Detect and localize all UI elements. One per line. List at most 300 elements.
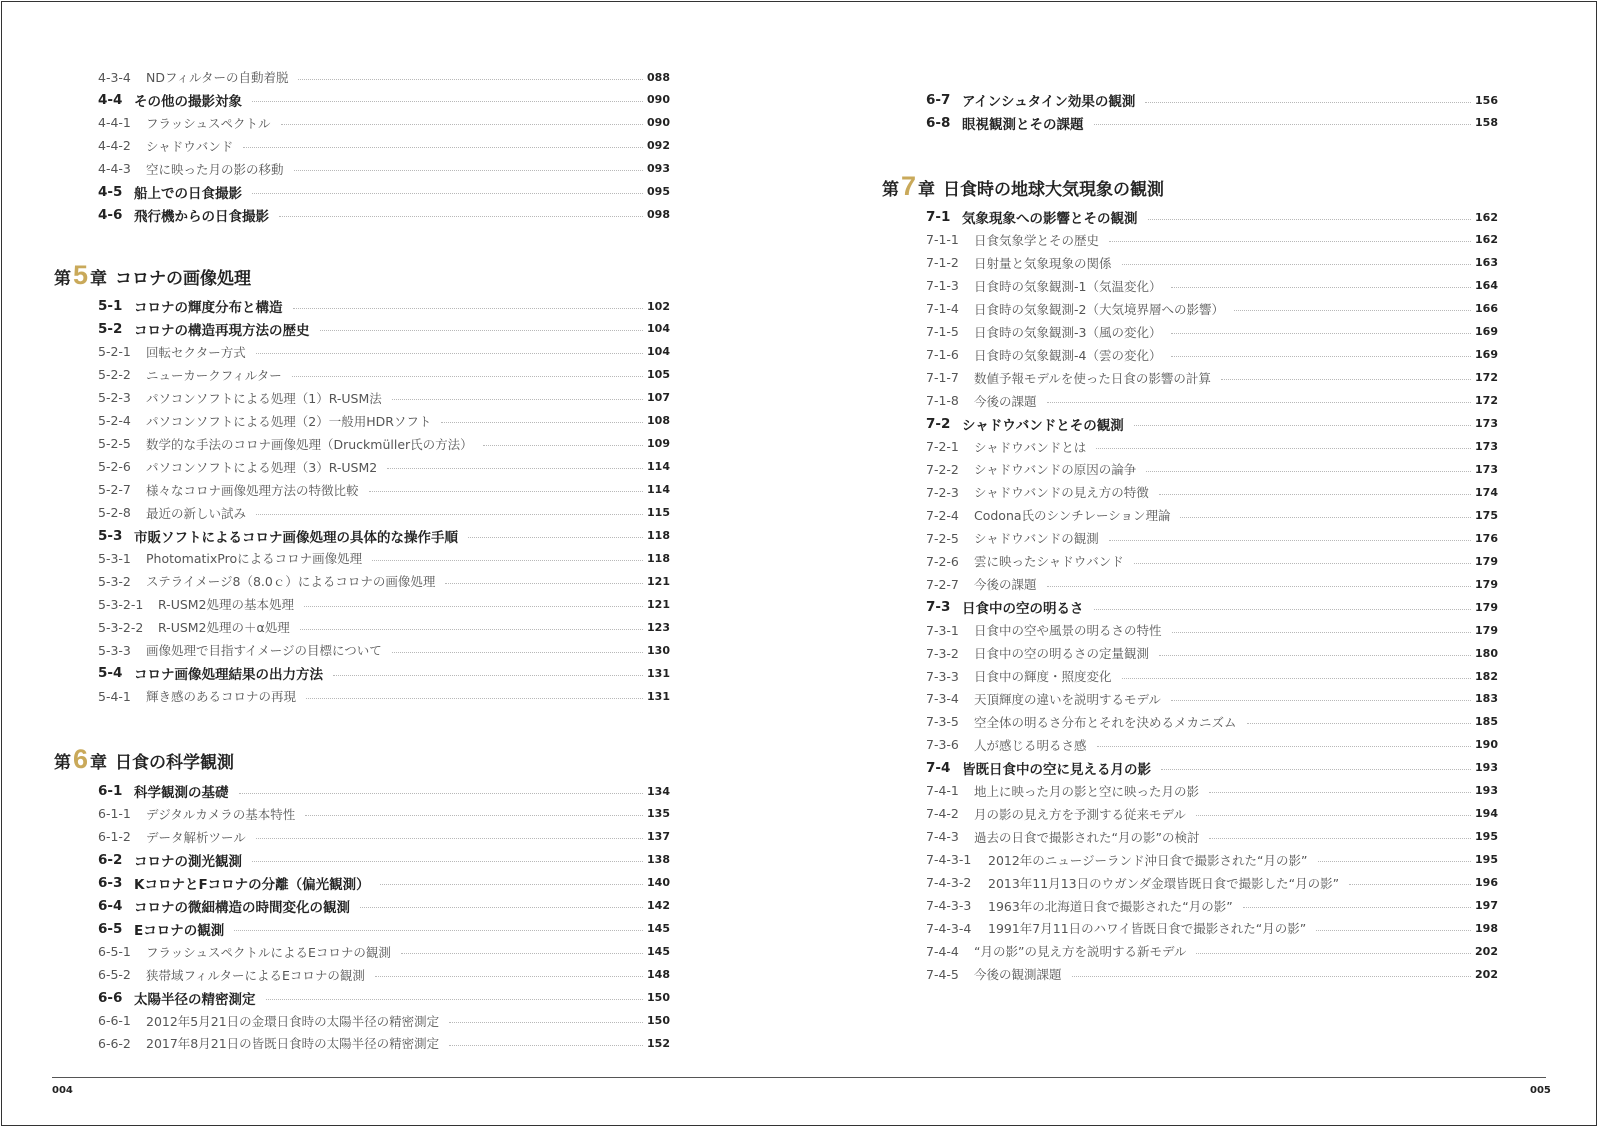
toc-entry [98, 1011, 670, 1031]
dot-leader [1161, 769, 1471, 770]
page-number: 179 [1475, 600, 1498, 614]
page-number: 121 [647, 597, 670, 611]
section-title: 日食時の気象観測-2（大気境界層への影響） [974, 301, 1224, 317]
page-number: 163 [1475, 256, 1498, 270]
page-number: 118 [647, 529, 670, 542]
page-number: 135 [647, 807, 670, 821]
toc-entry [926, 850, 1498, 870]
section-number: 7-3-2 [926, 645, 959, 661]
page-number: 179 [1475, 577, 1498, 591]
section-number: 7-3-1 [926, 622, 959, 638]
dot-leader [1196, 953, 1471, 954]
section-title: 日食気象学とその歴史 [974, 232, 1100, 248]
toc-entry [98, 896, 670, 916]
page-number: 176 [1475, 531, 1498, 545]
section-number: 6-1-2 [98, 829, 131, 845]
toc-entry [926, 90, 1498, 110]
toc-entry [926, 551, 1498, 571]
toc-entry [926, 896, 1498, 916]
section-number: 7-1-1 [926, 232, 959, 248]
dot-leader [304, 606, 643, 607]
page-number: 183 [1475, 692, 1498, 706]
toc-entry [98, 205, 670, 225]
toc-entry [926, 505, 1498, 525]
section-title: KコロナとFコロナの分離（偏光観測） [134, 876, 370, 893]
dot-leader [281, 124, 644, 125]
section-title: コロナの微細構造の時間変化の観測 [134, 899, 350, 916]
section-title: NDフィルターの自動着脱 [146, 70, 289, 85]
toc-entry [98, 182, 670, 202]
dot-leader [392, 399, 643, 400]
page-number: 090 [647, 116, 670, 130]
toc-entry [98, 319, 670, 339]
toc-entry [98, 617, 670, 637]
section-number: 6-5 [98, 920, 123, 937]
section-number: 6-2 [98, 851, 123, 868]
page-number: 134 [647, 784, 670, 798]
section-number: 5-2-5 [98, 436, 131, 452]
section-number: 4-4 [98, 91, 123, 108]
dot-leader [1072, 976, 1472, 977]
section-number: 7-4-3 [926, 829, 959, 845]
page-number: 193 [1475, 784, 1498, 798]
section-number: 4-4-2 [98, 138, 131, 154]
section-title: シャドウバンドとその観測 [962, 417, 1124, 434]
page-number: 198 [1475, 921, 1498, 935]
dot-leader [1318, 861, 1472, 862]
chapter-title: コロナの画像処理 [115, 269, 252, 289]
section-number: 6-5-2 [98, 967, 131, 983]
page-number: 148 [647, 968, 670, 982]
dot-leader [401, 953, 643, 954]
page-number: 196 [1475, 876, 1498, 890]
section-number: 5-2-1 [98, 344, 131, 360]
page-number: 174 [1475, 485, 1498, 499]
page-number: 123 [647, 620, 670, 634]
page-number: 173 [1475, 462, 1498, 476]
page-number: 102 [647, 299, 670, 313]
section-title: Eコロナの観測 [134, 922, 225, 939]
dot-leader [1159, 494, 1471, 495]
section-number: 7-2 [926, 415, 951, 432]
page-number: 109 [647, 437, 670, 451]
section-number: 6-6 [98, 989, 123, 1006]
toc-entry [98, 804, 670, 824]
dot-leader [1047, 402, 1472, 403]
section-number: 7-4-5 [926, 966, 959, 982]
chapter-heading [54, 744, 234, 772]
page-number: 172 [1475, 394, 1498, 408]
toc-entry [926, 253, 1498, 273]
page-number: 202 [1475, 944, 1498, 958]
page-number: 173 [1475, 440, 1498, 453]
section-title: データ解析ツール [146, 829, 246, 845]
section-number: 6-1 [98, 783, 123, 799]
section-number: 6-3 [98, 874, 123, 891]
toc-entry [926, 964, 1498, 984]
dot-leader [1047, 586, 1472, 587]
dot-leader [1148, 219, 1472, 220]
dot-leader [1122, 264, 1472, 265]
section-title: 人が感じる明るさ感 [974, 737, 1087, 753]
toc-entry [926, 597, 1498, 617]
toc-entry [926, 941, 1498, 961]
chapter-heading [882, 171, 1164, 199]
dot-leader [252, 101, 643, 102]
toc-entry [98, 640, 670, 660]
page-number: 108 [647, 414, 670, 428]
toc-entry [98, 965, 670, 985]
dot-leader [256, 514, 643, 515]
toc-entry [926, 689, 1498, 709]
dot-leader [293, 308, 644, 309]
footer-rule [52, 1077, 1546, 1078]
section-title: フラッシュスペクトル [146, 115, 271, 131]
dot-leader [1209, 792, 1471, 793]
dot-leader [1094, 609, 1472, 610]
chapter-heading [54, 260, 251, 288]
dot-leader [360, 907, 643, 908]
toc-entry [926, 781, 1498, 801]
page-number: 179 [1475, 623, 1498, 637]
toc-entry [926, 322, 1498, 342]
page-number: 162 [1475, 210, 1498, 224]
toc-entry [98, 136, 670, 156]
dot-leader [252, 861, 643, 862]
page-number: 098 [647, 208, 670, 222]
dot-leader [1094, 124, 1472, 125]
page-number: 121 [647, 574, 670, 588]
dot-leader [387, 468, 643, 469]
section-number: 7-3 [926, 599, 951, 616]
dot-leader [1221, 379, 1471, 380]
toc-entry [98, 873, 670, 893]
toc-entry [926, 345, 1498, 365]
section-number: 5-2-8 [98, 505, 131, 521]
dot-leader [252, 193, 643, 194]
toc-entry [98, 159, 670, 179]
dot-leader [1171, 287, 1471, 288]
toc-entry [926, 482, 1498, 502]
section-title: “月の影”の見え方を説明する新モデル [974, 944, 1187, 960]
section-title: 天頂輝度の違いを説明するモデル [974, 691, 1161, 707]
toc-entry [926, 437, 1498, 457]
section-number: 7-2-7 [926, 576, 959, 592]
section-title: 今後の観測課題 [974, 967, 1062, 983]
toc-entry [98, 503, 670, 523]
section-number: 7-3-4 [926, 691, 959, 707]
toc-entry [98, 388, 670, 408]
section-title: コロナ画像処理結果の出力方法 [134, 667, 323, 684]
page-number: 158 [1475, 116, 1498, 130]
page-number: 152 [647, 1036, 670, 1050]
section-title: R-USM2処理の＋α処理 [158, 620, 290, 636]
toc-entry [926, 276, 1498, 296]
dot-leader [1122, 678, 1472, 679]
page-number: 182 [1475, 669, 1498, 683]
section-title: 船上での日食撮影 [134, 185, 242, 202]
toc-entry [926, 207, 1498, 227]
toc-entry [926, 712, 1498, 732]
section-title: 2013年11月13日のウガンダ金環皆既日食で撮影した“月の影” [988, 875, 1340, 891]
section-number: 7-2-1 [926, 439, 959, 454]
section-title: 気象現象への影響とその観測 [962, 211, 1138, 227]
dot-leader [256, 353, 643, 354]
section-title: 回転セクター方式 [146, 344, 246, 360]
section-title: 2012年のニュージーランド沖日食で撮影された“月の影” [988, 852, 1308, 868]
section-title: 空に映った月の影の移動 [146, 161, 284, 177]
dot-leader [1109, 540, 1471, 541]
dot-leader [239, 793, 644, 794]
dot-leader [1097, 746, 1472, 747]
chapter-prefix: 第 [54, 753, 71, 773]
toc-entry [98, 571, 670, 591]
section-title: ニューカークフィルター [146, 367, 282, 383]
dot-leader [483, 445, 643, 446]
section-title: 月の影の見え方を予測する従来モデル [974, 806, 1186, 822]
page-number: 195 [1475, 830, 1498, 844]
chapter-prefix: 第 [54, 269, 71, 289]
right-page-number: 005 [1530, 1085, 1551, 1096]
dot-leader [256, 838, 643, 839]
dot-leader [1134, 563, 1471, 564]
section-number: 4-4-1 [98, 115, 131, 131]
section-number: 5-3-1 [98, 550, 131, 566]
page-number: 194 [1475, 807, 1498, 821]
section-title: 日食時の気象観測-3（風の変化） [974, 324, 1162, 340]
section-number: 5-4 [98, 665, 123, 682]
section-number: 7-1-6 [926, 347, 959, 363]
section-title: シャドウバンドとは [974, 439, 1087, 455]
dot-leader [372, 560, 643, 561]
section-title: 2012年5月21日の金環日食時の太陽半径の精密測定 [146, 1013, 440, 1029]
section-number: 5-2-7 [98, 482, 131, 498]
section-title: 2017年8月21日の皆既日食時の太陽半径の精密測定 [146, 1036, 440, 1052]
section-title: シャドウバンドの観測 [974, 531, 1099, 547]
section-number: 7-4-3-3 [926, 898, 972, 913]
chapter-number: 5 [73, 260, 89, 290]
section-title: PhotomatixProによるコロナ画像処理 [146, 551, 363, 567]
toc-entry [926, 758, 1498, 778]
toc-entry [98, 781, 670, 801]
dot-leader [1171, 333, 1471, 334]
section-title: パソコンソフトによる処理（1）R-USM法 [146, 390, 382, 406]
dot-leader [1146, 471, 1471, 472]
page-number: 104 [647, 322, 670, 336]
section-number: 5-4-1 [98, 688, 131, 704]
section-number: 5-2-6 [98, 459, 131, 475]
page-number: 105 [647, 368, 670, 382]
page-number: 088 [647, 70, 670, 84]
section-title: 過去の日食で撮影された“月の影”の検討 [974, 829, 1200, 845]
section-title: 市販ソフトによるコロナ画像処理の具体的な操作手順 [134, 529, 458, 546]
page-number: 166 [1475, 302, 1498, 316]
section-title: ステライメージ8（8.0ｃ）によるコロナの画像処理 [146, 574, 436, 590]
section-title: 日食中の空の明るさ [962, 601, 1084, 618]
dot-leader [298, 79, 643, 80]
section-title: 様々なコロナ画像処理方法の特徴比較 [146, 482, 359, 498]
dot-leader [1196, 815, 1471, 816]
page-number: 138 [647, 853, 670, 867]
section-title: 数学的な手法のコロナ画像処理（Druckmüller氏の方法） [146, 436, 473, 452]
toc-entry [926, 827, 1498, 847]
dot-leader [1171, 356, 1471, 357]
section-number: 4-4-3 [98, 161, 131, 177]
toc-entry [98, 296, 670, 316]
section-title: 数値予報モデルを使った日食の影響の計算 [974, 370, 1211, 386]
section-number: 5-3-3 [98, 642, 131, 658]
dot-leader [392, 652, 643, 653]
section-number: 7-3-6 [926, 737, 959, 753]
section-number: 7-2-3 [926, 484, 959, 500]
page-number: 115 [647, 506, 670, 520]
dot-leader [243, 147, 643, 148]
chapter-prefix: 第 [882, 180, 899, 200]
section-number: 7-4 [926, 759, 951, 776]
section-number: 4-6 [98, 206, 123, 223]
dot-leader [1234, 310, 1471, 311]
section-number: 4-5 [98, 183, 123, 200]
dot-leader [300, 629, 643, 630]
section-number: 6-7 [926, 92, 951, 108]
section-title: R-USM2処理の基本処理 [158, 597, 295, 613]
section-number: 7-4-4 [926, 943, 959, 959]
page-number: 179 [1475, 554, 1498, 568]
page-number: 156 [1475, 93, 1498, 107]
section-title: アインシュタイン効果の観測 [962, 94, 1136, 110]
section-number: 6-4 [98, 897, 123, 914]
chapter-number: 7 [901, 171, 917, 201]
section-number: 6-6-2 [98, 1035, 131, 1051]
section-title: シャドウバンド [146, 138, 234, 154]
section-number: 7-2-6 [926, 553, 959, 569]
dot-leader [449, 1045, 643, 1046]
page-number: 145 [647, 945, 670, 959]
section-title: コロナの構造再現方法の歴史 [134, 322, 310, 339]
dot-leader [468, 537, 643, 538]
toc-entry [98, 480, 670, 500]
section-title: 飛行機からの日食撮影 [134, 208, 269, 225]
page-number: 145 [647, 922, 670, 936]
page-number: 195 [1475, 853, 1498, 867]
section-title: シャドウバンドの見え方の特徴 [974, 485, 1149, 501]
toc-entry [926, 368, 1498, 388]
toc-entry [926, 391, 1498, 411]
section-number: 7-2-5 [926, 530, 959, 546]
book-spread [1, 1, 1597, 1126]
section-number: 5-2 [98, 320, 123, 337]
dot-leader [305, 815, 643, 816]
chapter-number: 6 [73, 744, 89, 774]
section-number: 5-3 [98, 527, 123, 544]
toc-entry [98, 827, 670, 847]
dot-leader [1109, 241, 1471, 242]
section-title: デジタルカメラの基本特性 [146, 806, 296, 822]
page-number: 092 [647, 139, 670, 153]
toc-entry [98, 113, 670, 133]
page-number: 114 [647, 460, 670, 474]
section-title: 日食中の空の明るさの定量観測 [974, 646, 1150, 662]
toc-entry [98, 526, 670, 546]
page-number: 197 [1475, 899, 1498, 912]
toc-entry [98, 1033, 670, 1053]
section-title: 日食中の輝度・照度変化 [974, 669, 1112, 684]
section-title: 空全体の明るさ分布とそれを決めるメカニズム [974, 714, 1237, 730]
section-title: 輝き感のあるコロナの再現 [146, 689, 297, 705]
section-number: 4-3-4 [98, 69, 131, 85]
section-number: 7-1-8 [926, 393, 959, 409]
dot-leader [1247, 723, 1472, 724]
dot-leader [1316, 930, 1471, 931]
page-number: 095 [647, 185, 670, 199]
toc-entry [98, 686, 670, 706]
page-number: 172 [1475, 371, 1498, 385]
dot-leader [292, 376, 643, 377]
section-number: 6-5-1 [98, 944, 131, 960]
section-number: 7-1-3 [926, 278, 959, 294]
toc-entry [98, 988, 670, 1008]
toc-entry [926, 666, 1498, 686]
page-number: 142 [647, 899, 670, 913]
section-title: 太陽半径の精密測定 [134, 991, 256, 1008]
section-title: 日食時の気象観測-4（雲の変化） [974, 347, 1162, 363]
page-number: 104 [647, 345, 670, 359]
toc-entry [98, 919, 670, 939]
chapter-suffix: 章 [918, 180, 936, 200]
dot-leader [333, 675, 643, 676]
toc-entry [926, 113, 1498, 133]
dot-leader [369, 491, 644, 492]
section-number: 7-4-3-2 [926, 875, 972, 891]
dot-leader [320, 330, 644, 331]
page-number: 193 [1475, 761, 1498, 775]
page-number: 130 [647, 643, 670, 657]
toc-entry [926, 804, 1498, 824]
section-title: 1963年の北海道日食で撮影された“月の影” [988, 898, 1233, 914]
section-number: 5-2-4 [98, 413, 131, 429]
section-number: 7-3-5 [926, 714, 959, 730]
chapter-title: 日食の科学観測 [115, 753, 235, 773]
toc-entry [926, 918, 1498, 938]
page-number: 118 [647, 551, 670, 565]
page-number: 175 [1475, 508, 1498, 522]
page-number: 137 [647, 830, 670, 844]
section-title: 日食時の気象観測-1（気温変化） [974, 278, 1162, 294]
section-title: 最近の新しい試み [146, 505, 247, 521]
section-number: 7-4-1 [926, 783, 959, 799]
toc-entry [926, 620, 1498, 640]
dot-leader [234, 930, 643, 931]
section-number: 7-1 [926, 209, 951, 225]
page-number: 131 [647, 666, 670, 680]
section-number: 6-8 [926, 114, 951, 131]
section-title: コロナの測光観測 [134, 853, 242, 870]
dot-leader [306, 698, 643, 699]
section-number: 7-2-2 [926, 461, 959, 477]
section-number: 7-1-4 [926, 301, 959, 317]
section-title: 1991年7月11日のハワイ皆既日食で撮影された“月の影” [988, 921, 1307, 937]
section-title: Codona氏のシンチレーション理論 [974, 508, 1171, 524]
dot-leader [1096, 448, 1471, 449]
section-title: 今後の課題 [974, 577, 1037, 593]
section-title: 科学観測の基礎 [134, 785, 229, 801]
section-title: 眼視観測とその課題 [962, 116, 1084, 133]
toc-entry [98, 67, 670, 87]
page-number: 202 [1475, 967, 1498, 981]
dot-leader [375, 976, 643, 977]
dot-leader [1243, 907, 1471, 908]
dot-leader [1180, 517, 1471, 518]
